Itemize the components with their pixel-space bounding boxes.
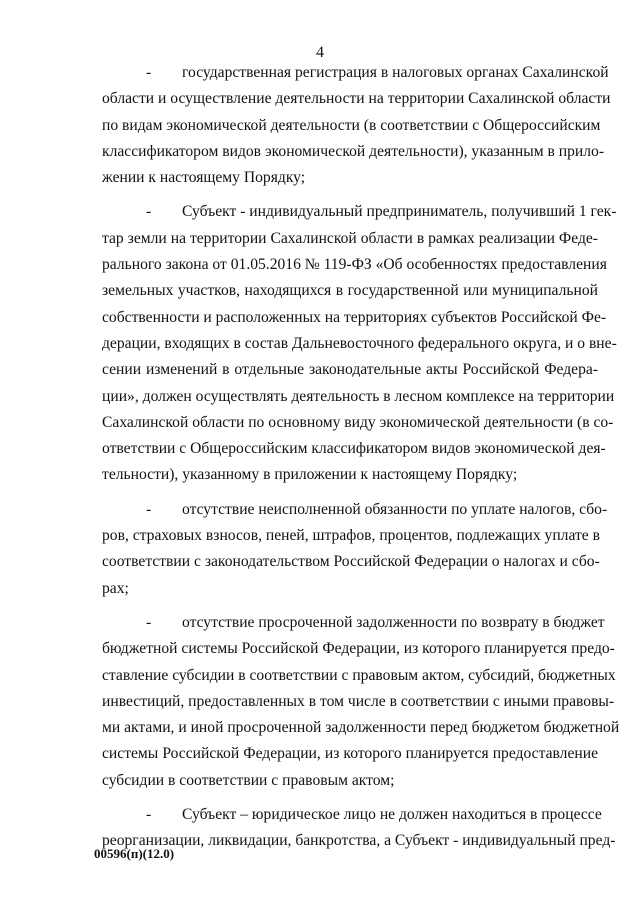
paragraph-line: рального закона от 01.05.2016 № 119-ФЗ «Об особенностях предоставления <box>102 256 607 274</box>
paragraph-line: жении к настоящему Порядку; <box>102 169 306 187</box>
paragraph-line: ров, страховых взносов, пеней, штрафов, процентов, подлежащих уплате в <box>102 527 600 545</box>
paragraph-line: инвестиций, предоставленных в том числе в соответствии с иными правовы- <box>102 692 615 710</box>
paragraph-text: отсутствие неисполненной обязанности по уплате налогов, сбо- <box>182 500 608 518</box>
paragraph-line: ставление субсидии в соответствии с правовым актом, субсидий, бюджетных <box>102 666 616 684</box>
paragraph-text: отсутствие просроченной задолженности по возврату в бюджет <box>182 613 605 631</box>
list-item <box>102 60 611 191</box>
paragraph-line: тар земли на территории Сахалинской области в рамках реализации Феде- <box>102 229 598 247</box>
list-marker: - <box>146 203 152 221</box>
list-item <box>102 199 617 488</box>
paragraph-line: бюджетной системы Российской Федерации, из которого планируется предо- <box>102 640 615 658</box>
footer-code: 00596(п)(12.0) <box>94 846 175 861</box>
paragraph-text: государственная регистрация в налоговых органах Сахалинской <box>182 64 609 81</box>
paragraph-line: ми актами, и иной просроченной задолженности перед бюджетом бюджетной <box>102 719 620 737</box>
paragraph-line: собственности и расположенных на территориях субъектов Российской Фе- <box>102 308 607 326</box>
paragraph-line: рах; <box>102 579 129 597</box>
paragraph-line: системы Российской Федерации, из которого планируется предоставление <box>102 745 598 763</box>
paragraph-text: Субъект – юридическое лицо не должен находиться в процессе <box>182 806 602 824</box>
document-body <box>102 60 620 863</box>
list-marker: - <box>146 806 152 824</box>
list-item <box>102 802 616 855</box>
paragraph-line: дерации, входящих в состав Дальневосточного федерального округа, и о вне- <box>102 334 617 352</box>
paragraph-line: ции», должен осуществлять деятельность в лесном комплексе на территории <box>102 387 615 405</box>
list-item <box>102 497 608 602</box>
paragraph-line: классификатором видов экономической деятельности), указанным в прило- <box>102 142 605 160</box>
paragraph-line: тельности), указанному в приложении к настоящему Порядку; <box>102 466 518 484</box>
paragraph-line: реорганизации, ликвидации, банкротства, а Субъект - индивидуальный пред- <box>102 832 616 850</box>
paragraph-line: области и осуществление деятельности на территории Сахалинской области <box>102 90 611 108</box>
paragraph-line: сении изменений в отдельные законодательные акты Российской Федера- <box>102 361 598 379</box>
paragraph-line: соответствии с законодательством Российской Федерации о налогах и сбо- <box>102 553 600 571</box>
list-marker: - <box>146 500 152 518</box>
paragraph-line: по видам экономической деятельности (в соответствии с Общероссийским <box>102 116 601 134</box>
paragraph-line: Сахалинской области по основному виду экономической деятельности (в со- <box>102 413 614 431</box>
paragraph-line: субсидии в соответствии с правовым актом; <box>102 771 395 789</box>
paragraph-line: ответствии с Общероссийским классификатором видов экономической дея- <box>102 440 606 458</box>
list-marker: - <box>146 64 152 81</box>
paragraph-line: земельных участков, находящихся в государственной или муниципальной <box>102 282 598 300</box>
page-number: 4 <box>316 44 324 61</box>
list-item <box>102 610 620 794</box>
paragraph-text: Субъект - индивидуальный предприниматель, получивший 1 гек- <box>182 203 617 221</box>
list-marker: - <box>146 613 152 631</box>
